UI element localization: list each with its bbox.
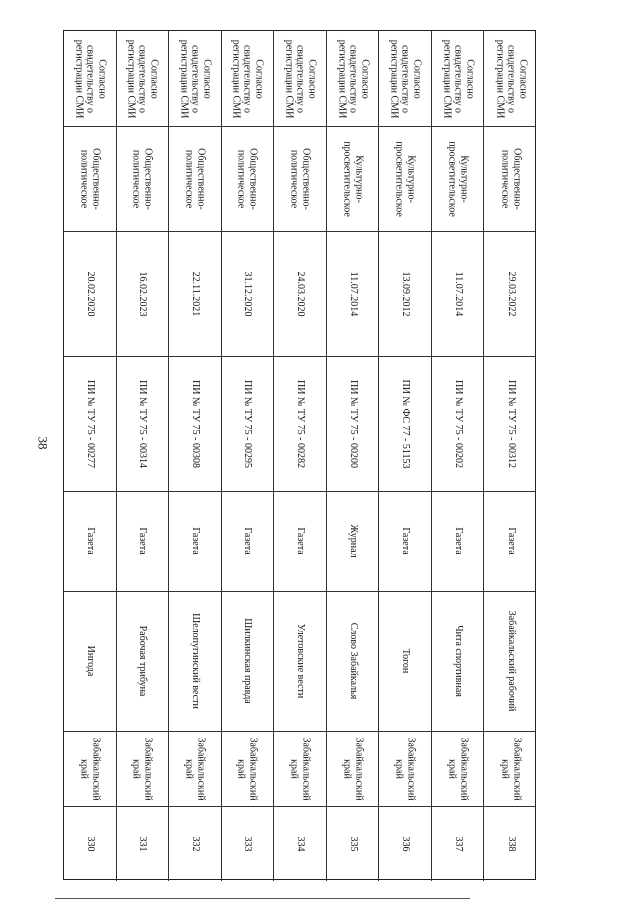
table-cell-name bbox=[274, 591, 327, 731]
table-cell-type bbox=[327, 491, 380, 591]
cell-text-region: Забайкальский край bbox=[131, 736, 154, 801]
cell-text-region: Забайкальский край bbox=[394, 736, 417, 801]
table-cell-name bbox=[222, 591, 275, 731]
cell-text-specialization: Общественно- политическое bbox=[131, 147, 154, 210]
table-cell-region bbox=[484, 731, 537, 806]
cell-text-num: 336 bbox=[399, 836, 411, 851]
table-cell-num bbox=[484, 806, 537, 881]
table-cell-name bbox=[64, 591, 117, 731]
table-cell-num bbox=[64, 806, 117, 881]
table-cell-num bbox=[379, 806, 432, 881]
table-cell-specialization bbox=[117, 126, 170, 231]
cell-text-reg_number: ПИ № ТУ 75 - 00295 bbox=[242, 379, 254, 468]
cell-text-reg_number: ПИ № ТУ 75 - 00314 bbox=[137, 379, 149, 468]
cell-text-date: 22.11.2021 bbox=[189, 271, 201, 316]
cell-text-name: Рабочая трибуна bbox=[137, 625, 149, 697]
cell-text-date: 20.02.2020 bbox=[84, 271, 96, 316]
table-cell-type bbox=[117, 491, 170, 591]
cell-text-date: 31.12.2020 bbox=[242, 271, 254, 316]
cell-text-name: Тогон bbox=[399, 648, 411, 674]
table-cell-reg_number bbox=[117, 356, 170, 491]
table-cell-type bbox=[169, 491, 222, 591]
cell-text-num: 334 bbox=[294, 836, 306, 851]
media-registry-table bbox=[63, 30, 536, 880]
cell-text-num: 337 bbox=[452, 836, 464, 851]
cell-text-type: Газета bbox=[242, 527, 254, 555]
table-cell-num bbox=[222, 806, 275, 881]
table-cell-name bbox=[484, 591, 537, 731]
table-cell-num bbox=[432, 806, 485, 881]
table-cell-num bbox=[117, 806, 170, 881]
table-cell-name bbox=[327, 591, 380, 731]
table-cell-date bbox=[327, 231, 380, 356]
cell-text-reg_number: ПИ № ТУ 75 - 00277 bbox=[84, 379, 96, 468]
table-cell-specialization bbox=[274, 126, 327, 231]
cell-text-territory: Согласно свидетельству о регистрации СМИ bbox=[440, 39, 475, 118]
table-divider bbox=[64, 591, 535, 592]
cell-text-region: Забайкальский край bbox=[183, 736, 207, 801]
cell-text-num: 333 bbox=[242, 836, 254, 851]
table-divider bbox=[64, 491, 535, 492]
table-cell-type bbox=[432, 491, 485, 591]
cell-text-name: Слово Забайкалья bbox=[347, 622, 359, 700]
table-cell-territory bbox=[64, 31, 117, 126]
cell-text-reg_number: ПИ № ТУ 75 - 00202 bbox=[452, 379, 464, 468]
cell-text-region: Забайкальский край bbox=[446, 736, 470, 801]
table-cell-reg_number bbox=[432, 356, 485, 491]
cell-text-territory: Согласно свидетельству о регистрации СМИ bbox=[283, 39, 318, 118]
cell-text-name: Шелопугинский вести bbox=[189, 613, 201, 709]
table-cell-territory bbox=[222, 31, 275, 126]
cell-text-num: 338 bbox=[505, 836, 517, 851]
cell-text-specialization: Общественно- политическое bbox=[78, 147, 102, 210]
cell-text-num: 335 bbox=[347, 836, 359, 851]
cell-text-name: Чита спортивная bbox=[452, 625, 464, 697]
table-cell-specialization bbox=[379, 126, 432, 231]
table-cell-region bbox=[274, 731, 327, 806]
cell-text-type: Газета bbox=[505, 527, 517, 555]
page-number: 38 bbox=[35, 436, 51, 450]
cell-text-territory: Согласно свидетельству о регистрации СМИ bbox=[125, 39, 160, 118]
cell-text-region: Забайкальский край bbox=[499, 736, 523, 801]
table-cell-num bbox=[169, 806, 222, 881]
cell-text-date: 29.03.2022 bbox=[505, 271, 517, 316]
table-cell-reg_number bbox=[327, 356, 380, 491]
cell-text-region: Забайкальский край bbox=[288, 736, 312, 801]
table-cell-specialization bbox=[222, 126, 275, 231]
table-cell-reg_number bbox=[222, 356, 275, 491]
table-cell-name bbox=[379, 591, 432, 731]
cell-text-specialization: Культурно- просветительское bbox=[446, 140, 470, 217]
table-cell-territory bbox=[274, 31, 327, 126]
table-cell-region bbox=[327, 731, 380, 806]
cell-text-name: Улетовские вести bbox=[294, 623, 306, 699]
cell-text-territory: Согласно свидетельству о регистрации СМИ bbox=[178, 39, 213, 118]
cell-text-reg_number: ПИ № ТУ 75 - 00200 bbox=[347, 379, 359, 468]
table-cell-territory bbox=[379, 31, 432, 126]
table-cell-specialization bbox=[169, 126, 222, 231]
table-cell-region bbox=[222, 731, 275, 806]
cell-text-territory: Согласно свидетельству о регистрации СМИ bbox=[388, 39, 423, 118]
cell-text-date: 11.07.2014 bbox=[452, 271, 464, 316]
cell-text-reg_number: ПИ № ТУ 75 - 00308 bbox=[189, 379, 201, 468]
table-divider bbox=[64, 356, 535, 357]
table-cell-reg_number bbox=[169, 356, 222, 491]
table-cell-name bbox=[432, 591, 485, 731]
table-cell-region bbox=[379, 731, 432, 806]
cell-text-type: Газета bbox=[452, 527, 464, 555]
cell-text-type: Газета bbox=[294, 527, 306, 555]
table-cell-region bbox=[169, 731, 222, 806]
cell-text-territory: Согласно свидетельству о регистрации СМИ bbox=[73, 39, 108, 118]
cell-text-date: 13.09.2012 bbox=[399, 271, 411, 316]
cell-text-num: 332 bbox=[189, 836, 201, 851]
cell-text-region: Забайкальский край bbox=[236, 736, 259, 801]
table-cell-type bbox=[274, 491, 327, 591]
cell-text-name: Забайкальский рабочий bbox=[505, 610, 517, 712]
cell-text-date: 11.07.2014 bbox=[347, 271, 359, 316]
table-divider bbox=[64, 126, 535, 127]
table-cell-territory bbox=[117, 31, 170, 126]
cell-text-specialization: Общественно- политическое bbox=[499, 147, 523, 210]
table-cell-specialization bbox=[64, 126, 117, 231]
cell-text-reg_number: ПИ № ТУ 75 - 00282 bbox=[294, 379, 306, 468]
table-cell-name bbox=[169, 591, 222, 731]
cell-text-type: Журнал bbox=[347, 524, 359, 558]
cell-text-reg_number: ПИ № ТУ 75 - 00312 bbox=[505, 379, 517, 468]
table-cell-date bbox=[117, 231, 170, 356]
table-cell-num bbox=[274, 806, 327, 881]
table-cell-type bbox=[379, 491, 432, 591]
cell-text-name: Ингода bbox=[84, 645, 96, 677]
table-cell-date bbox=[274, 231, 327, 356]
table-cell-date bbox=[222, 231, 275, 356]
table-cell-date bbox=[432, 231, 485, 356]
cell-text-type: Газета bbox=[399, 527, 411, 555]
table-cell-territory bbox=[169, 31, 222, 126]
table-cell-name bbox=[117, 591, 170, 731]
cell-text-specialization: Общественно- политическое bbox=[236, 147, 259, 210]
table-cell-reg_number bbox=[64, 356, 117, 491]
table-cell-reg_number bbox=[379, 356, 432, 491]
cell-text-date: 16.02.2023 bbox=[137, 271, 149, 316]
cell-text-region: Забайкальский край bbox=[341, 736, 365, 801]
cell-text-num: 331 bbox=[137, 836, 149, 851]
table-cell-type bbox=[484, 491, 537, 591]
table-cell-region bbox=[64, 731, 117, 806]
table-divider bbox=[64, 231, 535, 232]
cell-text-specialization: Культурно- просветительское bbox=[341, 140, 365, 217]
table-cell-type bbox=[64, 491, 117, 591]
table-cell-type bbox=[222, 491, 275, 591]
table-cell-specialization bbox=[432, 126, 485, 231]
cell-text-name: Шилкинская правда bbox=[242, 618, 254, 704]
table-cell-specialization bbox=[484, 126, 537, 231]
cell-text-specialization: Культурно- просветительское bbox=[394, 140, 417, 217]
table-cell-region bbox=[432, 731, 485, 806]
cell-text-date: 24.03.2020 bbox=[294, 271, 306, 316]
cell-text-territory: Согласно свидетельству о регистрации СМИ bbox=[335, 39, 370, 118]
cell-text-territory: Согласно свидетельству о регистрации СМИ bbox=[493, 39, 528, 118]
table-cell-date bbox=[64, 231, 117, 356]
table-cell-territory bbox=[327, 31, 380, 126]
table-cell-territory bbox=[484, 31, 537, 126]
table-cell-territory bbox=[432, 31, 485, 126]
cell-text-reg_number: ПИ № ФС 77 - 51153 bbox=[399, 378, 411, 469]
cell-text-num: 330 bbox=[84, 836, 96, 851]
table-cell-num bbox=[327, 806, 380, 881]
table-cell-date bbox=[169, 231, 222, 356]
table-cell-specialization bbox=[327, 126, 380, 231]
table-cell-reg_number bbox=[484, 356, 537, 491]
cell-text-type: Газета bbox=[137, 527, 149, 555]
cell-text-specialization: Общественно- политическое bbox=[183, 147, 207, 210]
cell-text-type: Газета bbox=[189, 527, 201, 555]
table-cell-region bbox=[117, 731, 170, 806]
table-cell-reg_number bbox=[274, 356, 327, 491]
table-divider bbox=[64, 731, 535, 732]
table-divider bbox=[64, 806, 535, 807]
cell-text-specialization: Общественно- политическое bbox=[288, 147, 312, 210]
bottom-rule bbox=[55, 898, 470, 899]
table-cell-date bbox=[379, 231, 432, 356]
table-cell-date bbox=[484, 231, 537, 356]
cell-text-region: Забайкальский край bbox=[78, 736, 102, 801]
cell-text-territory: Согласно свидетельству о регистрации СМИ bbox=[230, 39, 265, 118]
cell-text-type: Газета bbox=[84, 527, 96, 555]
